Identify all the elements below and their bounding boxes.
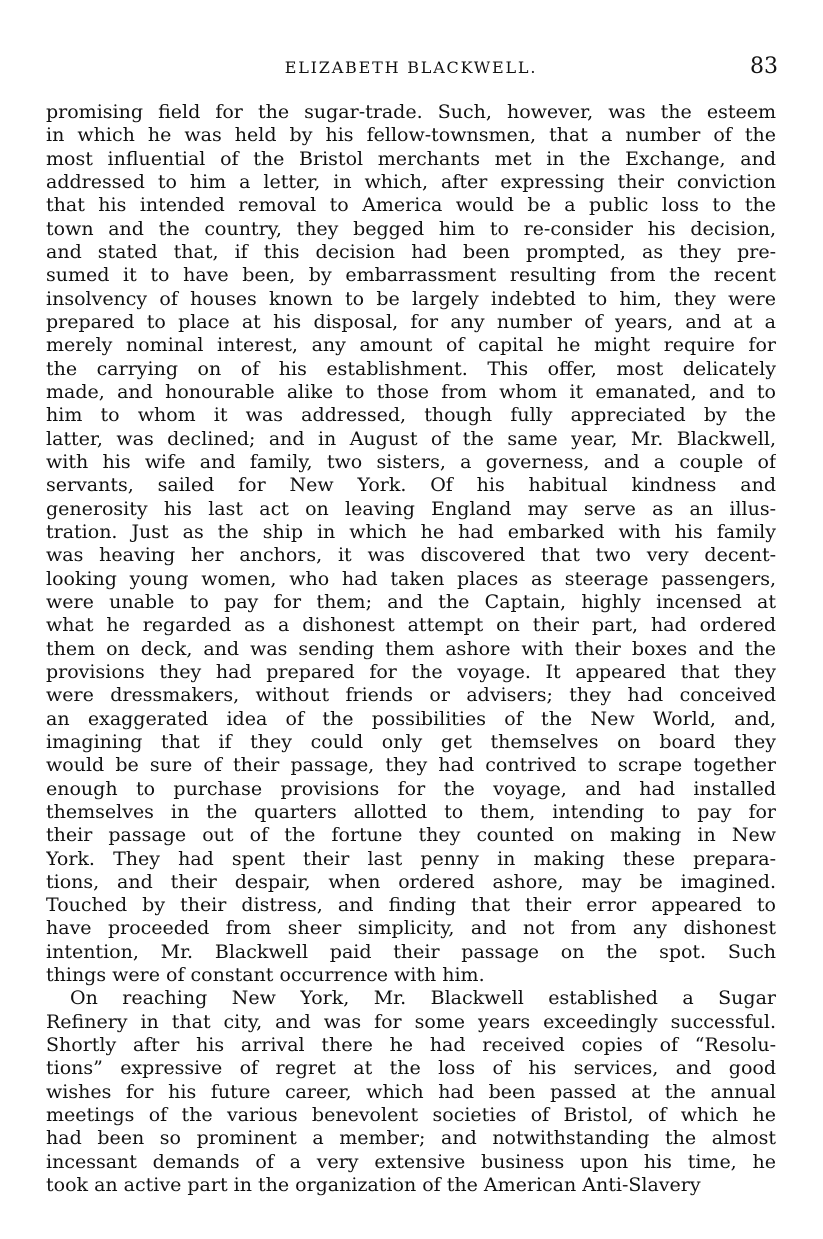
text-line: York. They had spent their last penny in making these prepara- bbox=[46, 847, 776, 870]
text-line: Touched by their distress, and finding that their error appeared to bbox=[46, 894, 776, 917]
paragraph bbox=[46, 987, 776, 1197]
running-header bbox=[46, 50, 776, 84]
text-line: prepared to place at his disposal, for any number of years, and at a bbox=[46, 310, 776, 333]
text-line: imagining that if they could only get themselves on board they bbox=[46, 730, 776, 753]
text-line: tions” expressive of regret at the loss of his services, and good bbox=[46, 1057, 776, 1080]
text-line: what he regarded as a dishonest attempt on their part, had ordered bbox=[46, 614, 776, 637]
text-line: made, and honourable alike to those from whom it emanated, and to bbox=[46, 380, 776, 403]
text-line: town and the country, they begged him to re-consider his decision, bbox=[46, 217, 776, 240]
body-text bbox=[46, 101, 776, 1197]
text-line: servants, sailed for New York. Of his habitual kindness and bbox=[46, 474, 776, 497]
text-line: addressed to him a letter, in which, after expressing their conviction bbox=[46, 170, 776, 193]
text-line: were dressmakers, without friends or advisers; they had conceived bbox=[46, 684, 776, 707]
text-line: an exaggerated idea of the possibilities of the New World, and, bbox=[46, 707, 776, 730]
running-title: ELIZABETH BLACKWELL. bbox=[284, 58, 538, 77]
text-line: their passage out of the fortune they counted on making in New bbox=[46, 824, 776, 847]
text-line: provisions they had prepared for the voyage. It appeared that they bbox=[46, 660, 776, 683]
text-line: that his intended removal to America would be a public loss to the bbox=[46, 194, 776, 217]
text-line: would be sure of their passage, they had contrived to scrape together bbox=[46, 754, 776, 777]
paragraph bbox=[46, 101, 776, 987]
text-line: merely nominal interest, any amount of capital he might require for bbox=[46, 334, 776, 357]
text-line: was heaving her anchors, it was discovered that two very decent- bbox=[46, 544, 776, 567]
text-line: themselves in the quarters allotted to them, intending to pay for bbox=[46, 800, 776, 823]
text-line: meetings of the various benevolent societies of Bristol, of which he bbox=[46, 1104, 776, 1127]
text-line: promising field for the sugar-trade. Such, however, was the esteem bbox=[46, 101, 776, 123]
text-line: generosity his last act on leaving England may serve as an illus- bbox=[46, 497, 776, 520]
page-number: 83 bbox=[750, 54, 778, 79]
text-line: and stated that, if this decision had been prompted, as they pre- bbox=[46, 240, 776, 263]
text-line: in which he was held by his fellow-townsmen, that a number of the bbox=[46, 124, 776, 147]
text-line: tration. Just as the ship in which he had embarked with his family bbox=[46, 520, 776, 543]
text-line: the carrying on of his establishment. This offer, most delicately bbox=[46, 357, 776, 380]
text-line: intention, Mr. Blackwell paid their passage on the spot. Such bbox=[46, 940, 776, 963]
text-line: with his wife and family, two sisters, a governess, and a couple of bbox=[46, 450, 776, 473]
book-page bbox=[46, 50, 776, 1197]
text-line: On reaching New York, Mr. Blackwell established a Sugar bbox=[70, 987, 776, 1010]
text-line: them on deck, and was sending them ashore with their boxes and the bbox=[46, 637, 776, 660]
text-line: Refinery in that city, and was for some years exceedingly successful. bbox=[46, 1010, 776, 1033]
text-line: latter, was declined; and in August of the same year, Mr. Blackwell, bbox=[46, 427, 776, 450]
text-line: enough to purchase provisions for the voyage, and had installed bbox=[46, 777, 776, 800]
text-line: things were of constant occurrence with him. bbox=[46, 964, 485, 987]
text-line: sumed it to have been, by embarrassment resulting from the recent bbox=[46, 264, 776, 287]
text-line: looking young women, who had taken places as steerage passengers, bbox=[46, 567, 776, 590]
text-line: have proceeded from sheer simplicity, and not from any dishonest bbox=[46, 917, 776, 940]
text-line: insolvency of houses known to be largely indebted to him, they were bbox=[46, 287, 776, 310]
text-line: were unable to pay for them; and the Captain, highly incensed at bbox=[46, 590, 776, 613]
text-line: most influential of the Bristol merchants met in the Exchange, and bbox=[46, 147, 776, 170]
text-line: tions, and their despair, when ordered ashore, may be imagined. bbox=[46, 870, 776, 893]
text-line: him to whom it was addressed, though fully appreciated by the bbox=[46, 404, 776, 427]
text-line: had been so prominent a member; and notwithstanding the almost bbox=[46, 1127, 776, 1150]
text-line: Shortly after his arrival there he had received copies of “Resolu- bbox=[46, 1034, 776, 1057]
text-line: wishes for his future career, which had been passed at the annual bbox=[46, 1080, 776, 1103]
text-line: incessant demands of a very extensive business upon his time, he bbox=[46, 1150, 776, 1173]
text-line: took an active part in the organization of the American Anti-Slavery bbox=[46, 1174, 701, 1197]
